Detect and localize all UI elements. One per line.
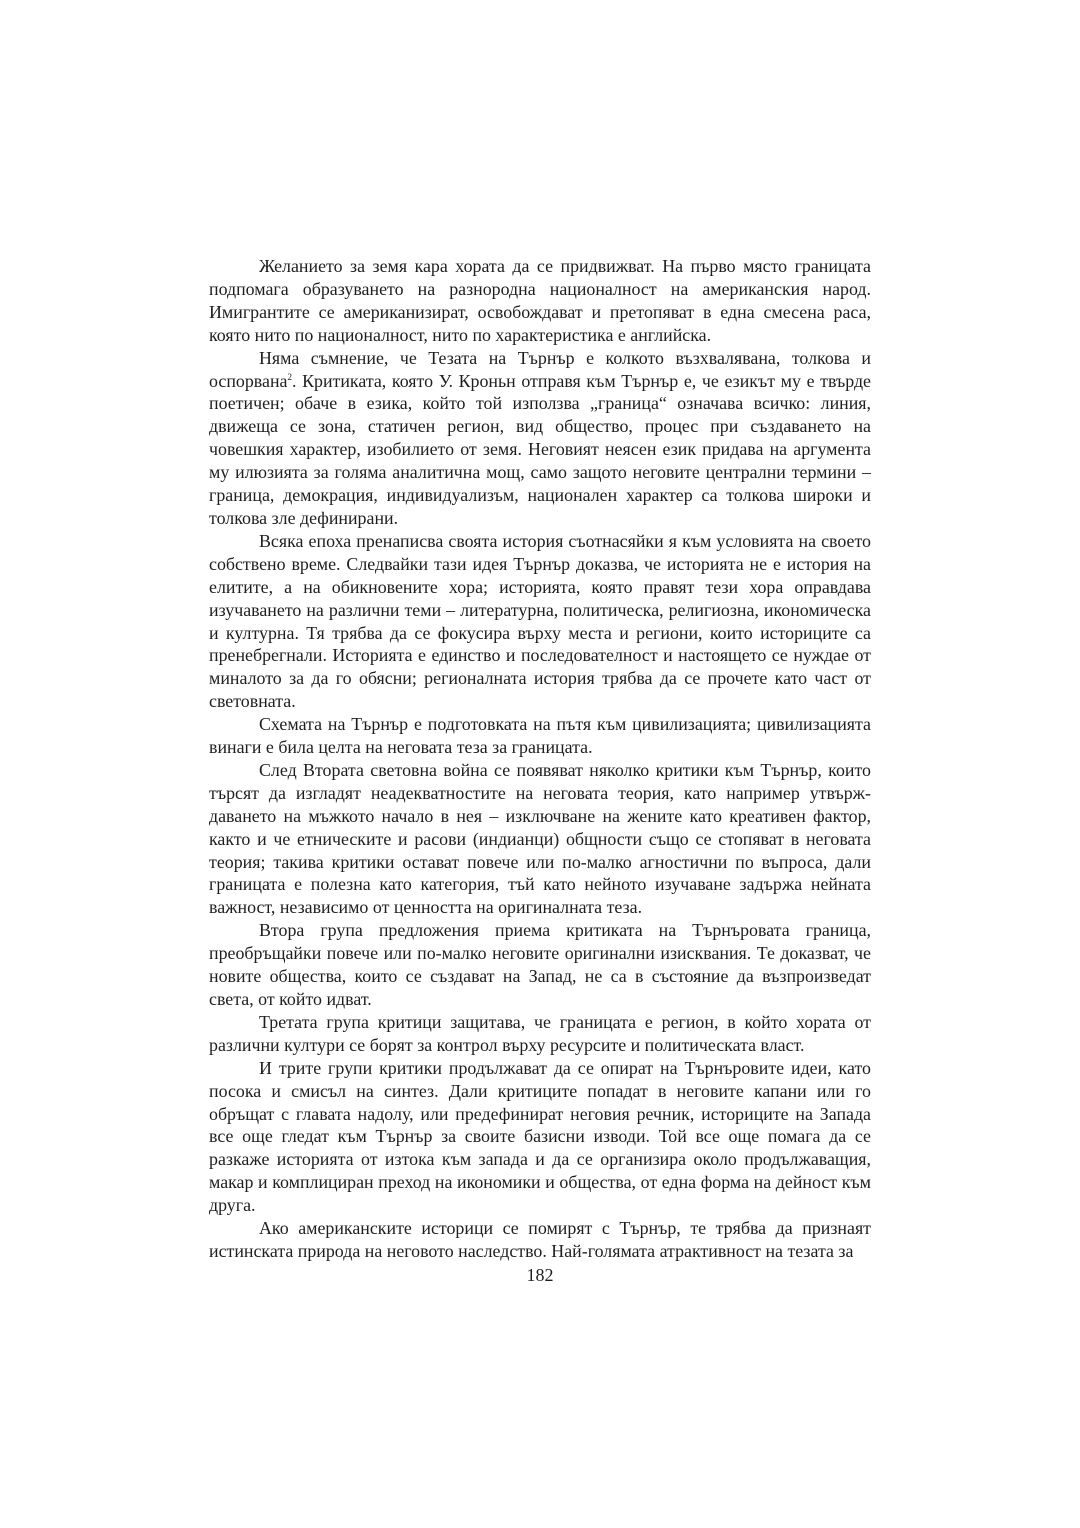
paragraph-2-text-before: Няма съмнение, че Тезата на Търнър е колкото възхвалявана, толкова и оспорвана	[209, 347, 871, 391]
paragraph-3: Всяка епоха пренаписва своята история съотнасяйки я към условията на своето собствено време. Следвайки тази идея Търнър доказва, че историята не е история на елитите, а на обикновените хора; историята, която правят тези хора оправдава изучаването на различни теми – литературна, политическа, религиозна, икономическа и културна. Тя трябва да се фокусира върху места и региони, които историците са пренебрегнали. Историята е единство и последователност и настоящето се нуждае от миналото за да го обясни; регионалната история трябва да се прочете като част от световната.	[209, 530, 871, 712]
paragraph-8: И трите групи критики продължават да се опират на Търнъровите идеи, като посока и смисъл на синтез. Дали критиците попадат в неговите капани или го обръщат с главата надолу, или предефинират неговия речник, историците на Запада все още гледат към Търнър за своите базисни изводи. Той все още помага да се разкаже историята от изтока към запада и да се организира около продължаващия, макар и комплициран преход на икономики и общества, от една форма на дейност към друга.	[209, 1057, 871, 1216]
paragraph-5: След Втората световна война се появяват няколко критики към Търнър, които търсят да изгладят неадекватностите на неговата теория, като например утвърждаването на мъжкото начало в нея – изключване на жените като креативен фактор, както и че етническите и расови (индианци) общности също се стопяват в неговата теория; такива критики остават повече или по-малко агностични по въпроса, дали границата е полезна като категория, тъй като нейното изучаване задържа нейната важност, независимо от ценността на оригиналната теза.	[209, 759, 871, 918]
paragraph-1: Желанието за земя кара хората да се придвижват. На първо място границата подпомага образуването на разнородна националност на американския народ. Имигрантите се американизират, освобождават и претопяват в една смесена раса, която нито по националност, нито по характеристика е английска.	[209, 256, 871, 345]
page-number: 182	[526, 1265, 554, 1285]
paragraph-2-text-after: . Критиката, която У. Кроньн отправя към Търнър е, че езикът му е твърде поетичен; обаче в езика, който той използва „граница“ означава всичко: линия, движеща се зона, статичен регион, вид общество, процес при създаването на човешкия характер, изобилието от земя. Неговият неясен език придава на аргумента му илюзията за голяма аналитична мощ, само защото неговите централни термини – граница, демокрация, индивидуализъм, национален характер са толкова широки и толкова зле дефинирани.	[209, 370, 871, 528]
paragraph-2	[209, 347, 871, 530]
paragraph-4: Схемата на Търнър е подготовката на пътя към цивилизацията; цивилизацията винаги е била целта на неговата теза за границата.	[209, 714, 871, 758]
footnote-ref: 2	[287, 371, 292, 382]
body-text	[209, 255, 871, 1263]
paragraph-6: Втора група предложения приема критиката на Търнъровата граница, преобръщайки повече или по-малко неговите оригинални изисквания. Те доказват, че новите общества, които се създават на Запад, не са в състояние да възпроизведат света, от който идват.	[209, 920, 871, 1009]
paragraph-9: Ако американските историци се помирят с Търнър, те трябва да признаят истинската природа на неговото наследство. Най-голямата атрактивност на тезата за	[209, 1218, 871, 1261]
paragraph-7: Третата група критици защитава, че границата е регион, в който хората от различни култури се борят за контрол върху ресурсите и политическата власт.	[209, 1011, 871, 1055]
